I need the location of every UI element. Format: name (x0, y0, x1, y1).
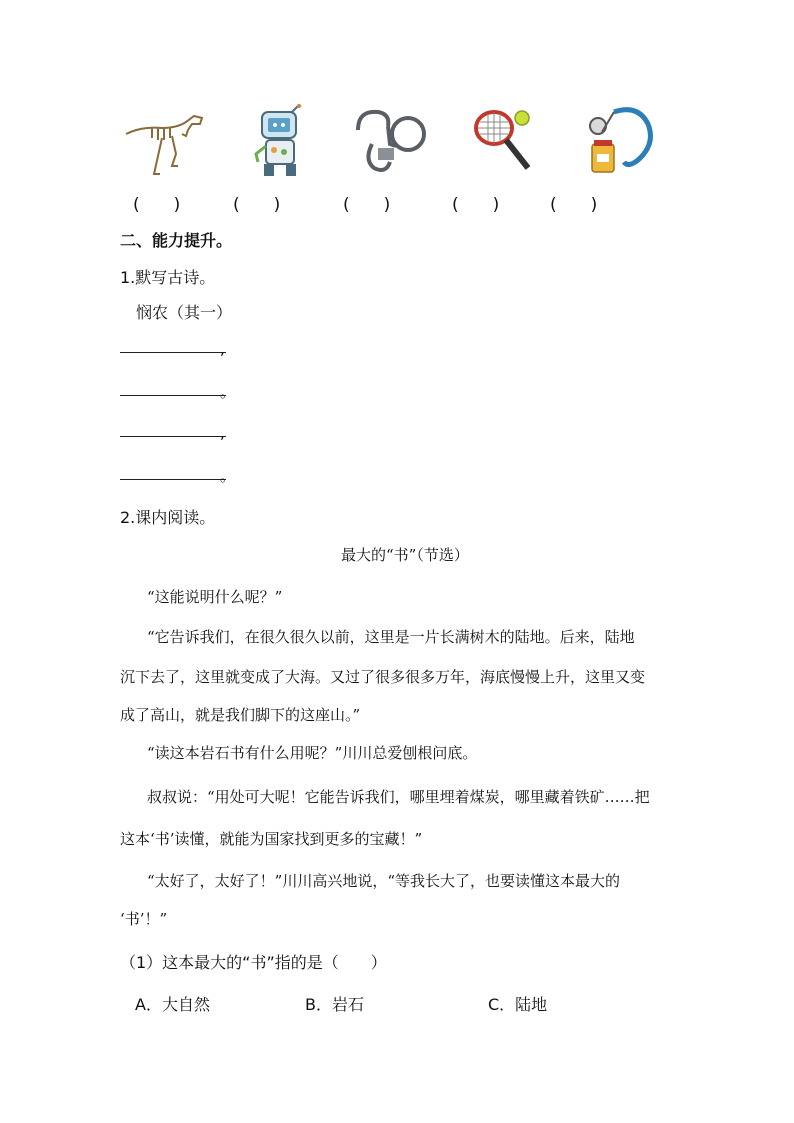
tennis-racket-picture (470, 104, 554, 180)
poem-line-blank-4[interactable] (120, 479, 226, 480)
poem-title: 悯农（其一） (136, 303, 233, 322)
passage-title: 最大的“书”（节选） (341, 546, 469, 564)
passage-line: ‘书’！” (120, 910, 168, 928)
passage-line: 成了高山，就是我们脚下的这座山。” (120, 706, 361, 724)
answer-parens-2[interactable]: ( ) (233, 195, 281, 215)
section-heading: 二、能力提升。 (120, 231, 233, 250)
option-c[interactable]: C．陆地 (488, 995, 548, 1014)
passage-line: 这本‘书’读懂，就能为国家找到更多的宝藏！” (120, 830, 423, 848)
poem-line-blank-1[interactable] (120, 352, 226, 353)
robot-icon (240, 104, 324, 180)
poem-line-punct-3: , (220, 424, 225, 442)
stethoscope-icon (578, 104, 662, 180)
poem-line-punct-4: 。 (220, 467, 236, 485)
poem-line-blank-2[interactable] (120, 395, 226, 396)
passage-line: “这能说明什么呢？” (147, 588, 283, 606)
robot-picture (240, 104, 324, 180)
dinosaur-skeleton-icon (122, 104, 206, 180)
sub-question-1: （1）这本最大的“书”指的是（ ） (120, 953, 387, 972)
stethoscope-picture (578, 104, 662, 180)
passage-line: “读这本岩石书有什么用呢？”川川总爱刨根问底。 (147, 744, 478, 762)
answer-parens-5[interactable]: ( ) (550, 195, 598, 215)
answer-parens-4[interactable]: ( ) (452, 195, 500, 215)
handcuffs-icon (350, 104, 434, 180)
option-b[interactable]: B．岩石 (305, 995, 364, 1014)
answer-parens-1[interactable]: ( ) (133, 195, 181, 215)
tennis-racket-icon (470, 104, 554, 180)
question-2-label: 2.课内阅读。 (120, 508, 216, 527)
passage-line: 沉下去了，这里就变成了大海。又过了很多很多万年，海底慢慢上升，这里又变 (120, 668, 646, 686)
question-1-label: 1.默写古诗。 (120, 268, 216, 287)
handcuffs-picture (350, 104, 434, 180)
poem-line-punct-2: 。 (220, 383, 236, 401)
option-a[interactable]: A．大自然 (135, 995, 210, 1014)
passage-line: 叔叔说：“用处可大呢！它能告诉我们，哪里埋着煤炭，哪里藏着铁矿……把 (147, 788, 650, 806)
poem-line-blank-3[interactable] (120, 436, 226, 437)
poem-line-punct-1: , (220, 340, 225, 358)
passage-line: “它告诉我们，在很久很久以前，这里是一片长满树木的陆地。后来，陆地 (147, 628, 635, 646)
answer-parens-3[interactable]: ( ) (343, 195, 391, 215)
passage-line: “太好了，太好了！”川川高兴地说，“等我长大了，也要读懂这本最大的 (147, 872, 621, 890)
dinosaur-skeleton-picture (122, 104, 206, 180)
